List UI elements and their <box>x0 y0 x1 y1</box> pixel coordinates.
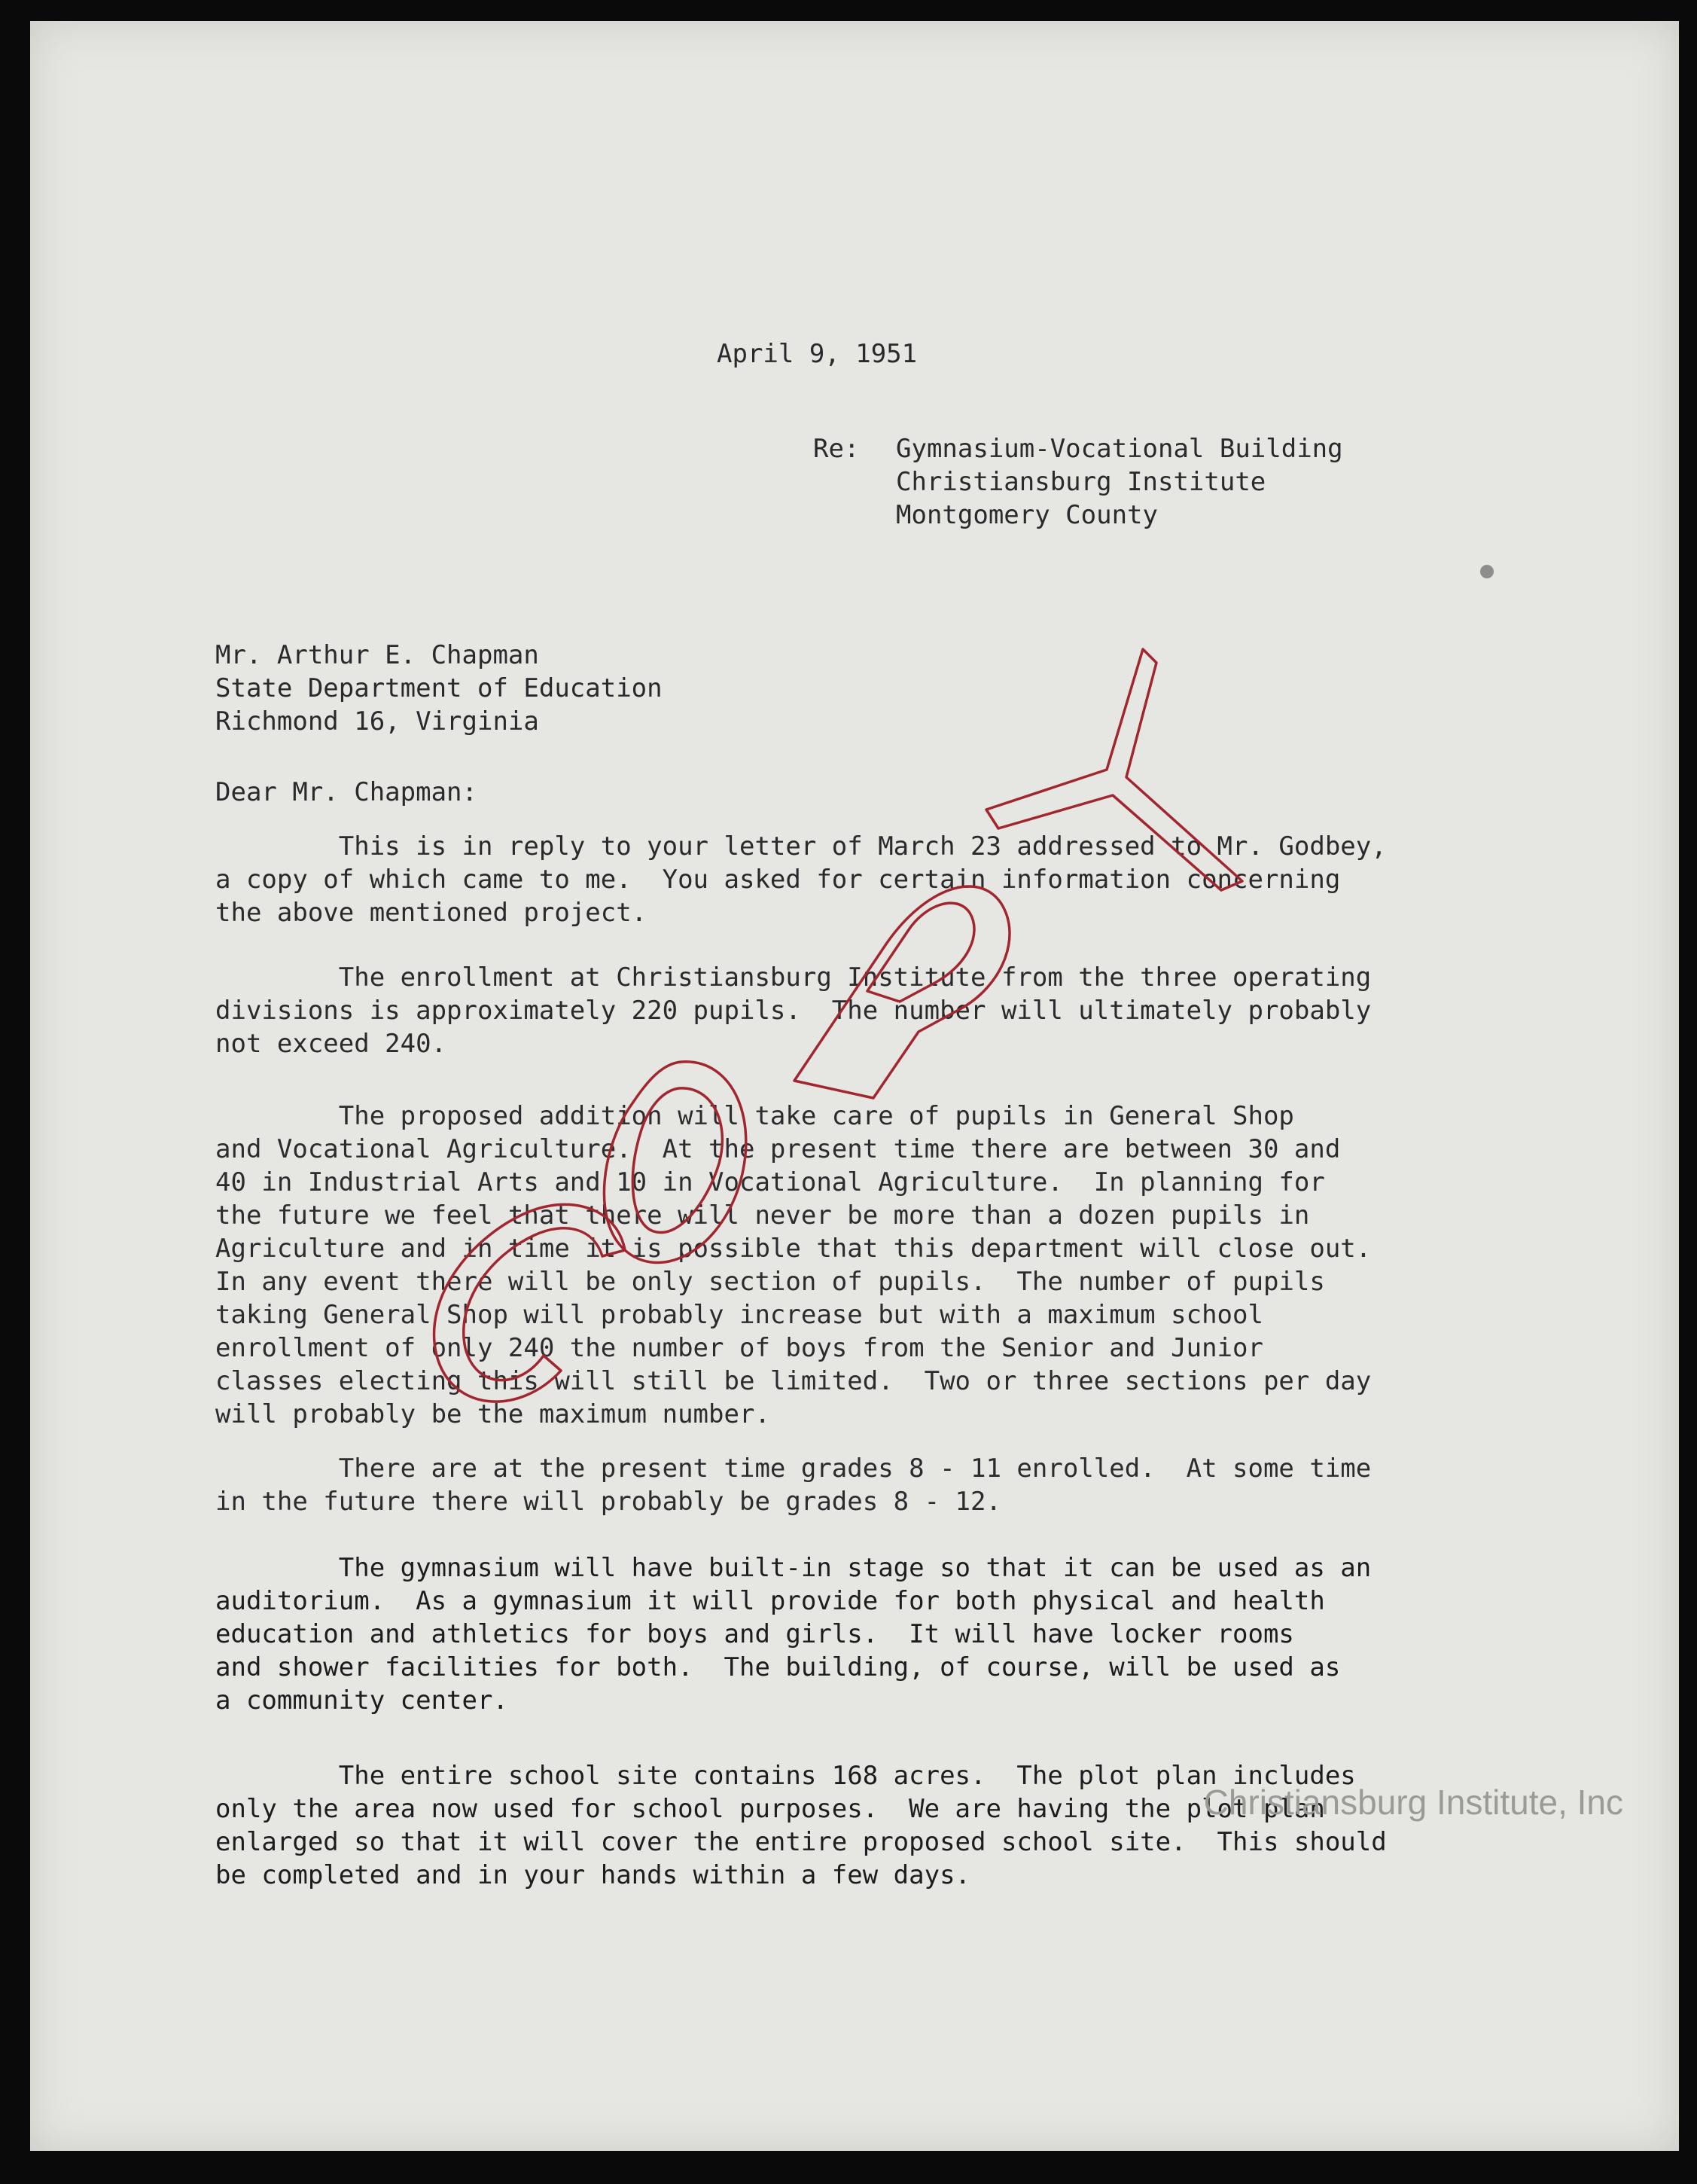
re-label: Re: <box>813 434 860 464</box>
paragraph-line: education and athletics for boys and girls. It will have locker rooms <box>215 1619 1294 1649</box>
inside-address <box>215 639 663 738</box>
paragraph-line: will probably be the maximum number. <box>215 1399 770 1429</box>
address-line: Richmond 16, Virginia <box>215 706 539 737</box>
paragraph-line: the future we feel that there will never be more than a dozen pupils in <box>215 1200 1310 1231</box>
paragraph-line: auditorium. As a gymnasium it will provide for both physical and health <box>215 1586 1325 1616</box>
paragraph-line: The gymnasium will have built-in stage so that it can be used as an <box>215 1553 1372 1583</box>
paragraph-line: a copy of which came to me. You asked for certain information concerning <box>215 865 1341 895</box>
paragraph-line: The proposed addition will take care of pupils in General Shop <box>215 1101 1294 1131</box>
paragraph-line: taking General Shop will probably increase but with a maximum school <box>215 1300 1263 1330</box>
paragraph-line: enlarged so that it will cover the entire proposed school site. This should <box>215 1827 1387 1857</box>
paragraph-line: There are at the present time grades 8 - 11 enrolled. At some time <box>215 1453 1372 1484</box>
paragraph-line: not exceed 240. <box>215 1029 447 1059</box>
paragraph-line: The enrollment at Christiansburg Institute from the three operating <box>215 962 1372 993</box>
paragraph-line: in the future there will probably be grades 8 - 12. <box>215 1487 1001 1517</box>
body-paragraph <box>215 1759 1387 1892</box>
paragraph-line: 40 in Industrial Arts and 10 in Vocational Agriculture. In planning for <box>215 1167 1325 1197</box>
address-line: State Department of Education <box>215 673 663 703</box>
body-paragraph <box>215 1452 1371 1518</box>
body-paragraph <box>215 961 1371 1060</box>
body-paragraph <box>215 1551 1371 1717</box>
paragraph-line: Agriculture and in time it is possible that this department will close out. <box>215 1234 1372 1264</box>
re-subject <box>896 432 1343 532</box>
paragraph-line: and shower facilities for both. The building, of course, will be used as <box>215 1652 1341 1682</box>
salutation: Dear Mr. Chapman: <box>215 777 477 807</box>
re-line: Gymnasium-Vocational Building <box>896 434 1343 464</box>
letter-date: April 9, 1951 <box>717 339 918 369</box>
paragraph-line: enrollment of only 240 the number of boys from the Senior and Junior <box>215 1333 1263 1363</box>
paragraph-line: divisions is approximately 220 pupils. The number will ultimately probably <box>215 996 1372 1026</box>
re-line: Christiansburg Institute <box>896 467 1266 497</box>
paragraph-line: be completed and in your hands within a few days. <box>215 1860 971 1890</box>
body-paragraph <box>215 1100 1371 1431</box>
re-line: Montgomery County <box>896 500 1158 530</box>
paragraph-line: In any event there will be only section of pupils. The number of pupils <box>215 1267 1325 1297</box>
paragraph-line: a community center. <box>215 1685 508 1716</box>
archive-watermark: Christiansburg Institute, Inc <box>1203 1783 1623 1822</box>
paragraph-line: The entire school site contains 168 acres. The plot plan includes <box>215 1761 1356 1791</box>
paragraph-line: This is in reply to your letter of March 23 addressed to Mr. Godbey, <box>215 831 1387 862</box>
paragraph-line: classes electing this will still be limited. Two or three sections per day <box>215 1366 1372 1396</box>
paragraph-line: and Vocational Agriculture. At the present time there are between 30 and <box>215 1134 1341 1164</box>
body-paragraph <box>215 830 1387 929</box>
paragraph-line: the above mentioned project. <box>215 898 647 928</box>
punch-mark <box>1480 565 1494 578</box>
address-line: Mr. Arthur E. Chapman <box>215 640 539 670</box>
paragraph-line: only the area now used for school purposes. We are having the plot plan <box>215 1794 1325 1824</box>
